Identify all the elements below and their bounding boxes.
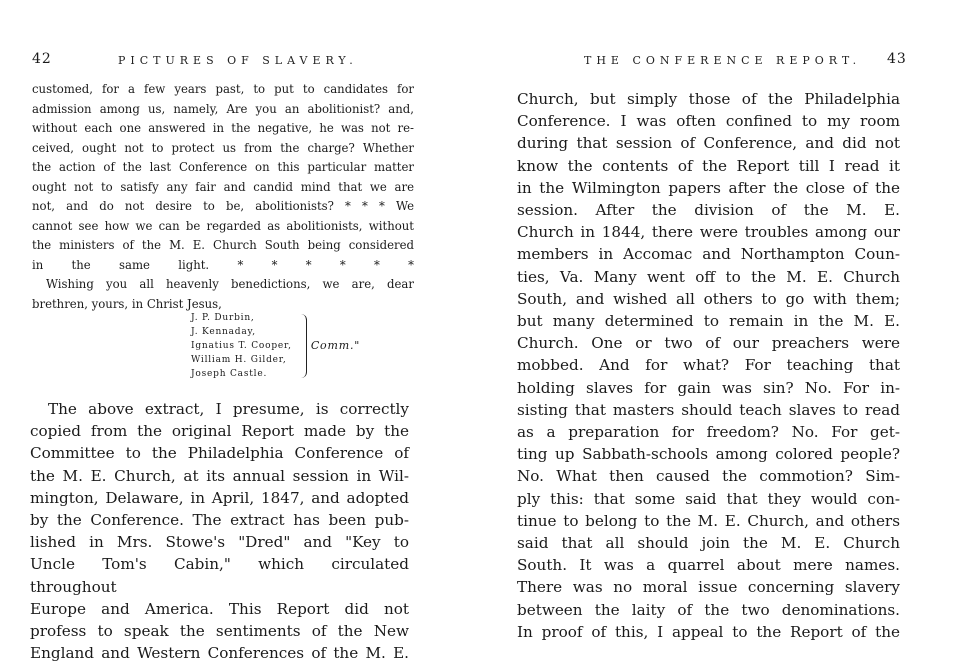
letter-line: in the same light. * * * * * * bbox=[32, 257, 414, 272]
body-line: mington, Delaware, in April, 1847, and adopted bbox=[30, 488, 409, 507]
body-line: during that session of Conference, and did not bbox=[517, 134, 900, 153]
body-line: between the laity of the two denominations. bbox=[517, 600, 900, 619]
closing-line: Wishing you all heavenly benedictions, we are, dear bbox=[46, 277, 414, 291]
body-line: Church, but simply those of the Philadelphia bbox=[517, 90, 900, 108]
letter-line: admission among us, namely, Are you an abolitionist? and, bbox=[32, 101, 414, 116]
letter-line: ceived, ought not to protect us from the charge? Whether bbox=[32, 140, 414, 155]
body-line: Uncle Tom's Cabin," which circulated throughout bbox=[30, 555, 409, 596]
letter-line: the ministers of the M. E. Church South being considered bbox=[32, 238, 414, 252]
signature-block bbox=[191, 311, 421, 381]
body-line: ties, Va. Many went off to the M. E. Church bbox=[517, 267, 900, 286]
body-line: profess to speak the sentiments of the New bbox=[30, 622, 409, 641]
signatory: J. Kennaday, bbox=[191, 327, 256, 337]
letter-line: cannot see how we can be regarded as abolitionists, without bbox=[32, 218, 414, 233]
signatory: Ignatius T. Cooper, bbox=[191, 341, 292, 351]
signatory: J. P. Durbin, bbox=[191, 313, 255, 323]
body-line: in the Wilmington papers after the close of the bbox=[517, 178, 900, 197]
body-line: Church. One or two of our preachers were bbox=[517, 334, 900, 353]
body-line: England and Western Conferences of the M. E. bbox=[30, 644, 409, 663]
letter-line: ought not to satisfy any fair and candid mind that we are bbox=[32, 179, 414, 194]
letter-line: not, and do not desire to be, abolitionists? * * * We bbox=[32, 199, 414, 213]
letter-line: the action of the last Conference on this particular matter bbox=[32, 160, 414, 174]
body-line: the M. E. Church, at its annual session in Wil- bbox=[30, 466, 409, 485]
body-line: ting up Sabbath-schools among colored people? bbox=[517, 445, 900, 464]
left-page bbox=[0, 0, 445, 668]
body-line: Conference. I was often confined to my room bbox=[517, 112, 900, 131]
running-head: THE CONFERENCE REPORT. bbox=[584, 54, 862, 67]
letter-line: without each one answered in the negative, he was not re- bbox=[32, 121, 414, 135]
body-line: know the contents of the Report till I read it bbox=[517, 156, 900, 175]
body-line: Committee to the Philadelphia Conference of bbox=[30, 444, 409, 463]
body-line: No. What then caused the commotion? Sim- bbox=[517, 467, 900, 486]
body-line: South. It was a quarrel about mere names. bbox=[517, 556, 900, 575]
body-line: South, and wished all others to go with them; bbox=[517, 289, 900, 308]
body-line: holding slaves for gain was sin? No. For in- bbox=[517, 378, 900, 397]
body-line: copied from the original Report made by the bbox=[30, 422, 409, 441]
body-line: sisting that masters should teach slaves to read bbox=[517, 400, 900, 419]
body-line: said that all should join the M. E. Church bbox=[517, 534, 900, 553]
body-line: mobbed. And for what? For teaching that bbox=[517, 356, 900, 375]
brace-icon bbox=[298, 314, 307, 378]
body-line: Europe and America. This Report did not bbox=[30, 599, 409, 618]
body-line: lished in Mrs. Stowe's "Dred" and "Key to bbox=[30, 533, 409, 552]
body-line: Church in 1844, there were troubles among our bbox=[517, 223, 900, 242]
body-text bbox=[517, 88, 900, 643]
signatory-list bbox=[191, 311, 292, 381]
body-line: session. After the division of the M. E. bbox=[517, 201, 900, 220]
body-line: members in Accomac and Northampton Coun- bbox=[517, 245, 900, 264]
signatory: William H. Gilder, bbox=[191, 355, 287, 365]
running-head: PICTURES OF SLAVERY. bbox=[118, 54, 358, 67]
page-number: 43 bbox=[887, 51, 907, 67]
closing-line: brethren, yours, in Christ Jesus, bbox=[32, 296, 222, 311]
body-text bbox=[30, 398, 409, 664]
body-line: tinue to belong to the M. E. Church, and others bbox=[517, 511, 900, 530]
body-line: The above extract, I presume, is correctly bbox=[48, 400, 409, 418]
body-line: In proof of this, I appeal to the Report of the bbox=[517, 622, 900, 641]
body-line: There was no moral issue concerning slavery bbox=[517, 578, 900, 597]
body-line: as a preparation for freedom? No. For get- bbox=[517, 423, 900, 442]
letter-line: customed, for a few years past, to put to candidates for bbox=[32, 82, 414, 96]
body-line: ply this: that some said that they would con- bbox=[517, 489, 900, 508]
page-number: 42 bbox=[32, 51, 52, 67]
signature-note: Comm." bbox=[310, 339, 361, 352]
signatory: Joseph Castle. bbox=[191, 369, 268, 379]
right-page bbox=[500, 0, 980, 668]
body-line: but many determined to remain in the M. E. bbox=[517, 312, 900, 331]
body-line: by the Conference. The extract has been pub- bbox=[30, 511, 409, 530]
quoted-letter bbox=[32, 80, 414, 314]
